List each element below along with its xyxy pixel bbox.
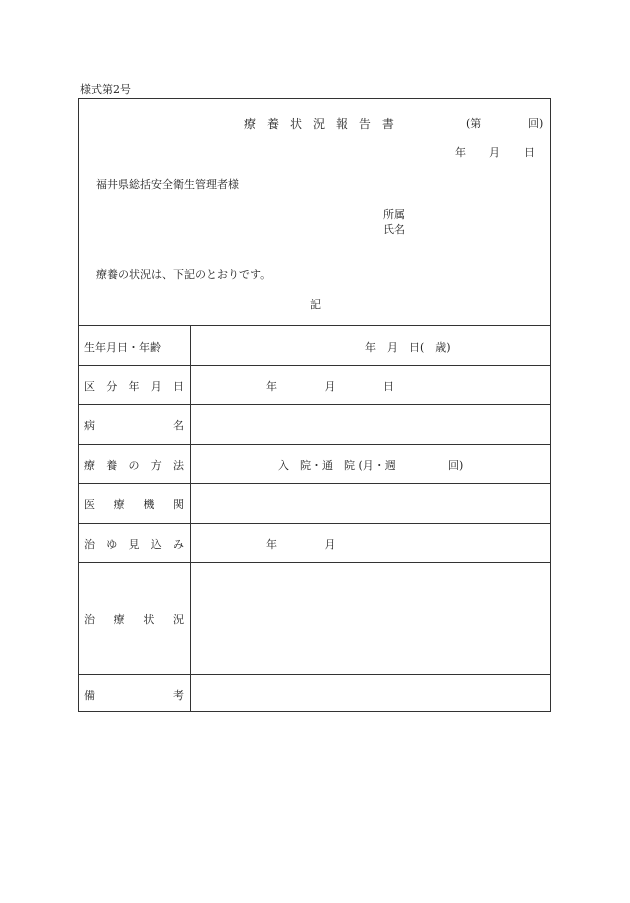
divider [79, 404, 550, 405]
form-title [244, 115, 394, 132]
label-char: 関 [172, 498, 184, 511]
divider [79, 365, 550, 366]
divider [79, 325, 550, 326]
label-char: 区 [84, 380, 95, 393]
divider [79, 562, 550, 563]
label-char: 機 [143, 498, 155, 511]
row-label-institution [84, 496, 184, 512]
label-char: ゆ [106, 538, 118, 551]
affiliation-label: 所属 [383, 208, 405, 221]
row-value-method-count: 回) [448, 459, 464, 472]
row-value-method[interactable]: 入 院・通 院 (月・週 [278, 459, 396, 472]
row-label-kubun [84, 378, 184, 394]
label-char: 療 [113, 498, 125, 511]
label-char: 日 [173, 380, 184, 393]
label-char: の [128, 459, 140, 472]
label-char: 名 [173, 419, 184, 432]
row-label-method [84, 457, 184, 473]
label-char: 況 [172, 613, 184, 626]
label-char: 月 [150, 380, 162, 393]
row-value-recovery[interactable]: 年 月 [266, 538, 336, 551]
ki-mark: 記 [310, 298, 321, 311]
label-char: 方 [150, 459, 162, 472]
label-char: 治 [84, 613, 95, 626]
label-char: 状 [143, 613, 155, 626]
label-char: 見 [128, 538, 140, 551]
date-year: 年 [455, 146, 466, 159]
date-month: 月 [489, 146, 500, 159]
statement: 療養の状況は、下記のとおりです。 [96, 268, 272, 281]
title-char: 養 [266, 117, 279, 131]
title-char: 報 [335, 117, 348, 131]
row-label-remarks [84, 687, 184, 703]
divider [79, 674, 550, 675]
title-char: 療 [244, 117, 257, 131]
row-label-disease [84, 417, 184, 433]
column-divider [190, 325, 191, 712]
title-char: 況 [312, 117, 325, 131]
label-char: 治 [84, 538, 95, 551]
label-char: 考 [173, 689, 184, 702]
row-label-recovery [84, 536, 184, 552]
label-char: み [173, 538, 184, 551]
label-char: 病 [84, 419, 95, 432]
row-value-birth[interactable]: 年 月 日( 歳) [365, 341, 451, 354]
form-number: 様式第2号 [80, 83, 131, 96]
row-label-treatment [84, 611, 184, 627]
label-char: 備 [84, 689, 95, 702]
title-char: 告 [358, 117, 371, 131]
label-char: 法 [173, 459, 184, 472]
label-char: 分 [106, 380, 118, 393]
divider [79, 523, 550, 524]
report-count-close: 回) [528, 117, 544, 130]
label-char: 養 [106, 459, 118, 472]
divider [79, 483, 550, 484]
name-label: 氏名 [383, 223, 405, 236]
label-char: 医 [84, 498, 95, 511]
row-value-kubun[interactable]: 年 月 日 [266, 380, 394, 393]
label-char: 年 [128, 380, 140, 393]
title-char: 書 [381, 117, 394, 131]
label-char: 込 [150, 538, 162, 551]
label-char: 療 [113, 613, 125, 626]
label-char: 療 [84, 459, 95, 472]
date-day: 日 [524, 146, 535, 159]
report-count-open: (第 [466, 117, 482, 130]
addressee: 福井県総括安全衛生管理者様 [96, 178, 239, 191]
title-char: 状 [289, 117, 302, 131]
row-label-birth: 生年月日・年齢 [84, 341, 161, 354]
divider [79, 444, 550, 445]
